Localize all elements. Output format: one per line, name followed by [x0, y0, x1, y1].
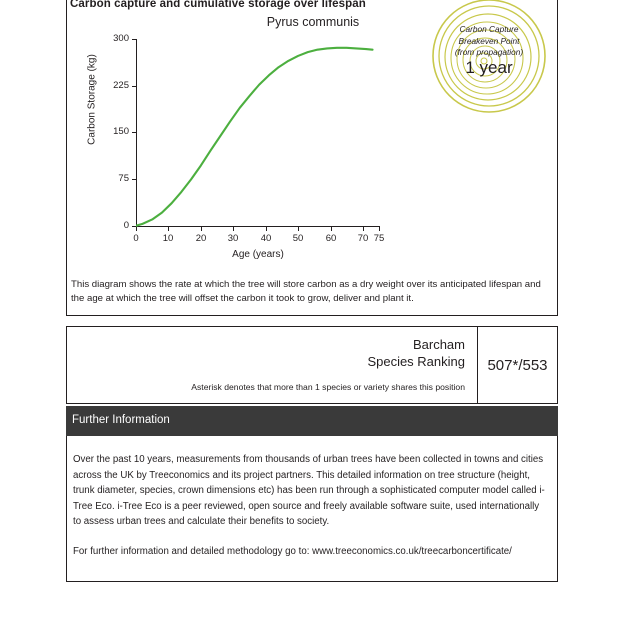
- further-information-body: [66, 436, 558, 582]
- further-information-header: [66, 406, 558, 436]
- x-tick-20: [201, 227, 202, 231]
- ranking-title-line-2: Species Ranking: [367, 354, 465, 369]
- species-ranking-panel: [66, 326, 558, 404]
- section-heading: Carbon capture and cumulative storage over lifespan: [70, 0, 366, 10]
- x-tick-40: [266, 227, 267, 231]
- x-tick-label-60: 60: [325, 233, 337, 244]
- x-tick-30: [233, 227, 234, 231]
- breakeven-badge: [431, 0, 547, 114]
- x-tick-50: [298, 227, 299, 231]
- x-tick-label-50: 50: [292, 233, 304, 244]
- chart-caption-text: This diagram shows the rate at which the tree will store carbon as a dry weight over its anticipated lifespan and the age at which the tree will offset the carbon it took to grow, deliver and plant it.: [71, 279, 541, 304]
- ranking-note: Asterisk denotes that more than 1 species or variety shares this position: [191, 382, 465, 392]
- y-tick-label-225: 225: [113, 80, 129, 91]
- ranking-title-line-1: Barcham: [412, 337, 465, 352]
- carbon-storage-curve: [136, 39, 380, 227]
- badge-line-3: (from propagation): [454, 47, 524, 57]
- x-tick-0: [136, 227, 137, 231]
- y-tick-label-0: 0: [123, 220, 129, 231]
- x-axis-title: Age (years): [232, 249, 284, 260]
- further-information-paragraph-1: Over the past 10 years, measurements from thousands of urban trees have been collected in towns and cities across the UK by Treeconomics and its project partners. This detailed information on tree structure (height, trunk diameter, species, crown dimensions etc) has been run through a sophisticated computer model called i-Tree Eco. i-Tree Eco is a peer reviewed, open source and freely available software suite, used internationally to assess urban trees and calculate their benefits to society.: [73, 454, 545, 528]
- y-tick-label-300: 300: [113, 33, 129, 44]
- badge-line-2: Breakeven Point: [458, 35, 520, 46]
- x-tick-10: [168, 227, 169, 231]
- badge-line-1: Carbon Capture: [459, 24, 519, 34]
- further-information-paragraph-2: For further information and detailed methodology go to: www.treeconomics.co.uk/treecarboncertificate/: [73, 545, 512, 557]
- y-axis-title: Carbon Storage (kg): [86, 54, 98, 145]
- chart-title: Pyrus communis: [266, 15, 360, 29]
- carbon-chart-panel: [66, 0, 558, 316]
- x-tick-label-20: 20: [195, 233, 207, 244]
- ranking-title-block: [67, 327, 478, 403]
- x-tick-label-10: 10: [162, 233, 174, 244]
- further-information-header-text: Further Information: [72, 414, 170, 426]
- chart-caption: [71, 278, 555, 306]
- y-tick-label-150: 150: [113, 126, 129, 137]
- x-tick-60: [331, 227, 332, 231]
- x-tick-label-70: 70: [357, 233, 369, 244]
- badge-caption: [431, 24, 547, 59]
- y-tick-label-75: 75: [118, 173, 129, 184]
- x-tick-label-0: 0: [133, 233, 139, 244]
- x-tick-label-40: 40: [260, 233, 272, 244]
- ranking-title: [67, 336, 465, 370]
- badge-value: 1 year: [465, 58, 513, 77]
- ranking-value: 507*/553: [487, 356, 548, 374]
- x-tick-75: [379, 227, 380, 231]
- x-tick-label-75: 75: [373, 233, 385, 244]
- x-tick-label-30: 30: [227, 233, 239, 244]
- x-tick-70: [363, 227, 364, 231]
